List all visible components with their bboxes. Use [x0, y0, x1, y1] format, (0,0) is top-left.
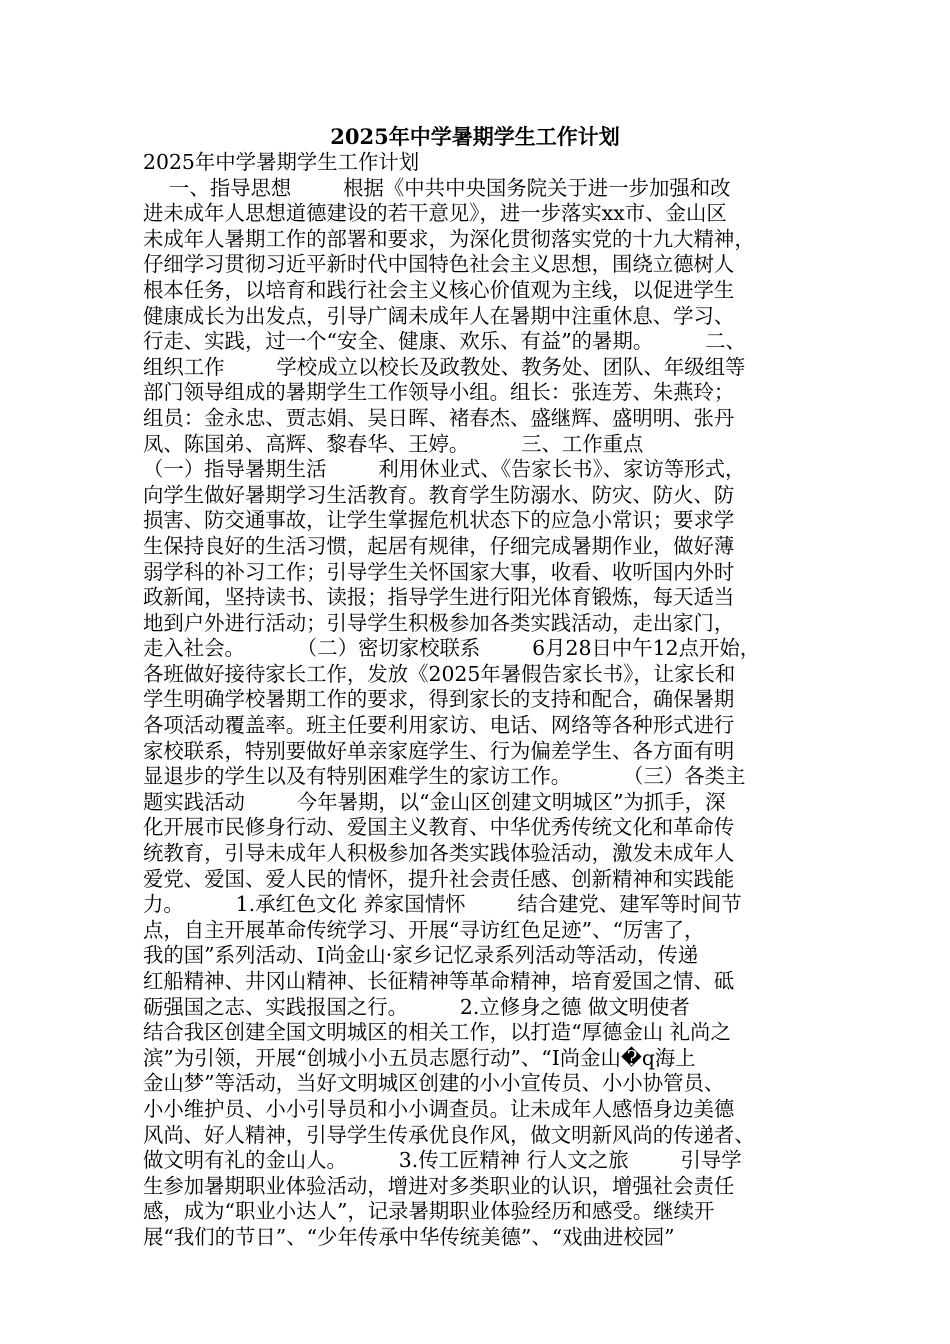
body-line: 健康成长为出发点，引导广阔未成年人在暑期中注重休息、学习、: [143, 303, 735, 328]
body-line: 向学生做好暑期学习生活教育。教育学生防溺水、防灾、防火、防: [143, 482, 735, 507]
body-line: 展“我们的节日”、“少年传承中华传统美德”、“戏曲进校园”: [143, 1224, 675, 1249]
body-line: 点，自主开展革命传统学习、开展“寻访红色足迹”、“厉害了，: [143, 917, 705, 942]
body-line: 化开展市民修身行动、爱国主义教育、中华优秀传统文化和革命传: [143, 815, 735, 840]
body-line: 感，成为“职业小达人”，记录暑期职业体验经历和感受。继续开: [143, 1199, 715, 1224]
body-line: 统教育，引导未成年人积极参加各类实践体验活动，激发未成年人: [143, 841, 735, 866]
body-line: 风尚、好人精神，引导学生传承优良作风，做文明新风尚的传递者、: [143, 1122, 755, 1147]
body-line: （一）指导暑期生活 利用休业式、《告家长书》、家访等形式，: [143, 457, 746, 482]
body-line: 爱党、爱国、爱人民的情怀，提升社会责任感、创新精神和实践能: [143, 866, 735, 891]
body-line: 我的国”系列活动、I尚金山·家乡记忆录系列活动等活动，传递: [143, 943, 699, 968]
body-line: 地到户外进行活动；引导学生积极参加各类实践活动，走出家门，: [143, 610, 735, 635]
body-line: 家校联系，特别要做好单亲家庭学生、行为偏差学生、各方面有明: [143, 738, 735, 763]
body-line: 走入社会。 （二）密切家校联系 6月28日中午12点开始，: [143, 636, 761, 661]
body-line: 行走、实践，过一个“安全、健康、欢乐、有益”的暑期。 二、: [143, 329, 746, 354]
body-line: 弱学科的补习工作；引导学生关怀国家大事，收看、收听国内外时: [143, 559, 735, 584]
body-line: 各项活动覆盖率。班主任要利用家访、电话、网络等各种形式进行: [143, 713, 735, 738]
body-line: 一、指导思想 根据《中共中央国务院关于进一步加强和改: [143, 175, 731, 200]
body-line: 题实践活动 今年暑期，以“金山区创建文明城区”为抓手，深: [143, 789, 726, 814]
body-line: 政新闻，坚持读书、读报；指导学生进行阳光体育锻炼，每天适当: [143, 585, 735, 610]
body-line: 红船精神、井冈山精神、长征精神等革命精神，培育爱国之情、砥: [143, 969, 735, 993]
body-line: 各班做好接待家长工作，发放《2025年暑假告家长书》，让家长和: [143, 661, 736, 686]
body-line: 未成年人暑期工作的部署和要求，为深化贯彻落实党的十九大精神，: [143, 226, 755, 251]
body-line: 学生明确学校暑期工作的要求，得到家长的支持和配合，确保暑期: [143, 687, 735, 712]
body-line: 金山梦”等活动，当好文明城区创建的小小宣传员、小小协管员、: [143, 1071, 725, 1096]
body-line: 生参加暑期职业体验活动，增进对多类职业的认识，增强社会责任: [143, 1173, 735, 1198]
body-line: 仔细学习贯彻习近平新时代中国特色社会主义思想，围绕立德树人: [143, 252, 735, 277]
body-line: 损害、防交通事故，让学生掌握危机状态下的应急小常识；要求学: [143, 508, 735, 533]
body-line: 力。 1.承红色文化 养家国情怀 结合建党、建军等时间节: [143, 892, 742, 917]
body-line: 2025年中学暑期学生工作计划: [143, 150, 420, 174]
document-title: 2025年中学暑期学生工作计划: [330, 124, 620, 149]
body-line: 部门领导组成的暑期学生工作领导小组。组长：张连芳、朱燕玲；: [143, 380, 735, 405]
body-line: 做文明有礼的金山人。 3.传工匠精神 行人文之旅 引导学: [143, 1148, 742, 1173]
body-line: 结合我区创建全国文明城区的相关工作，以打造“厚德金山 礼尚之: [143, 1020, 731, 1045]
body-line: 生保持良好的生活习惯，起居有规律，仔细完成暑期作业，做好薄: [143, 533, 735, 558]
body-line: 凤、陈国弟、高辉、黎春华、王婷。 三、工作重点: [143, 431, 644, 456]
body-line: 组员：金永忠、贾志娟、吴日晖、褚春杰、盛继辉、盛明明、张丹: [143, 405, 735, 430]
body-line: 砺强国之志、实践报国之行。 2.立修身之德 做文明使者: [143, 994, 690, 1019]
body-line: 滨”为引领，开展“创城小小五员志愿行动”、“I尚金山�q海上: [143, 1045, 696, 1070]
body-line: 显退步的学生以及有特别困难学生的家访工作。 （三）各类主: [143, 764, 746, 789]
document-body: [143, 150, 823, 1251]
body-line: 进未成年人思想道德建设的若干意见》，进一步落实xx市、金山区: [143, 201, 727, 226]
body-line: 根本任务，以培育和践行社会主义核心价值观为主线，以促进学生: [143, 277, 735, 302]
body-line: 组织工作 学校成立以校长及政教处、教务处、团队、年级组等: [143, 354, 746, 379]
body-line: 小小维护员、小小引导员和小小调查员。让未成年人感悟身边美德: [143, 1096, 735, 1121]
